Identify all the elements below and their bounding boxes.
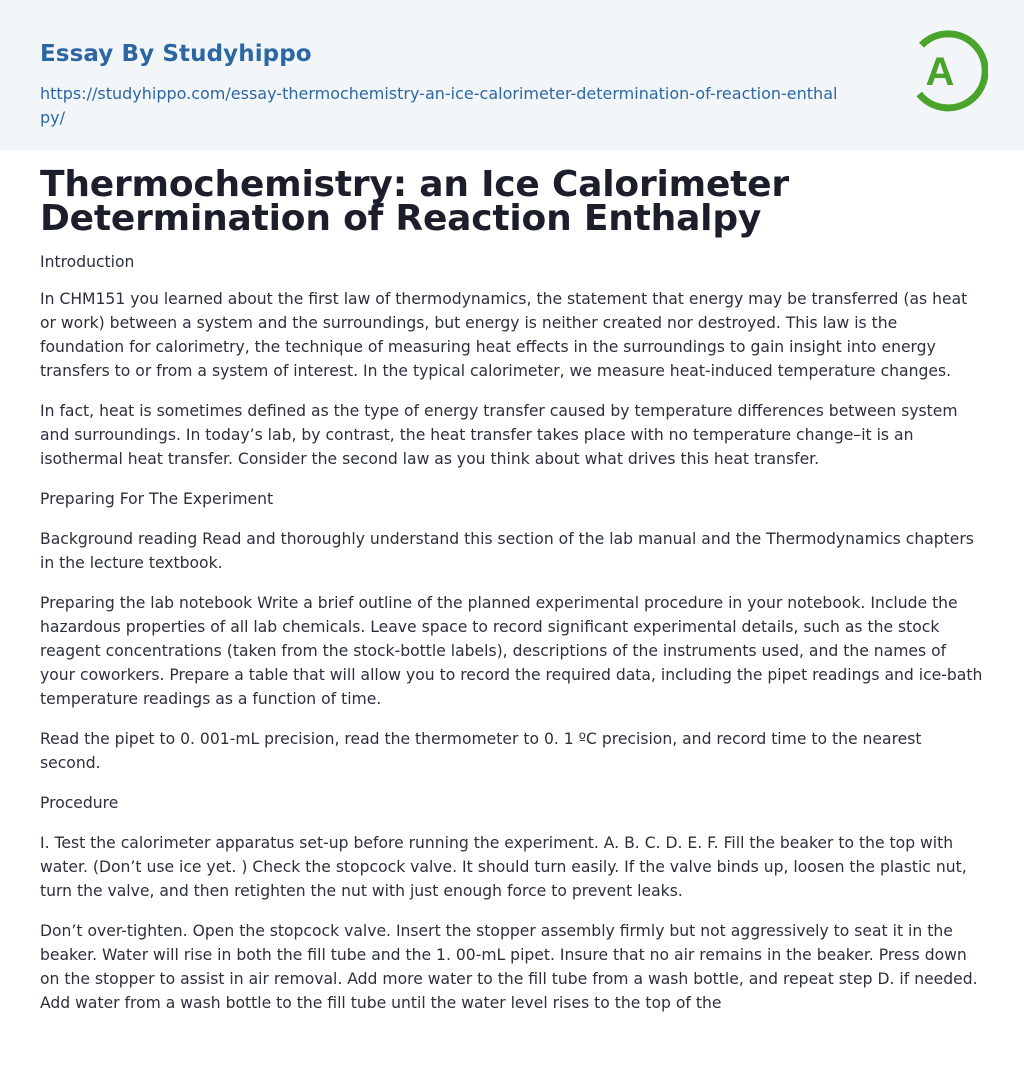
section-heading-preparing: Preparing For The Experiment: [40, 490, 274, 508]
section-heading-procedure: Procedure: [40, 794, 119, 812]
essay-url-link[interactable]: https://studyhippo.com/essay-thermochemistry-an-ice-calorimeter-determination-of-reaction-enthalpy/: [40, 84, 838, 127]
brand-title[interactable]: Essay By Studyhippo: [40, 41, 312, 67]
studyhippo-logo-icon[interactable]: [908, 27, 988, 117]
site-header: [0, 0, 1024, 150]
page-title: Thermochemistry: an Ice Calorimeter Determination of Reaction Enthalpy: [40, 164, 789, 239]
paragraph: Preparing the lab notebook Write a brief outline of the planned experimental procedure in your notebook. Include the hazardous properties of all lab chemicals. Leave space to record significant experimental details, such as the stock reagent concentrations (taken from the stock-bottle labels), descriptions of the instruments used, and the names of your coworkers. Prepare a table that will allow you to record the required data, including the pipet readings and ice-bath temperature readings as a function of time.: [40, 594, 983, 708]
article-content: [40, 164, 985, 1031]
paragraph: I. Test the calorimeter apparatus set-up before running the experiment. A. B. C. D. E. F. Fill the beaker to the top with water. (Don’t use ice yet. ) Check the stopcock valve. It should turn easily. If the valve binds up, loosen the plastic nut, turn the valve, and then retighten the nut with just enough force to prevent leaks.: [40, 834, 967, 900]
paragraph: Read the pipet to 0. 001-mL precision, read the thermometer to 0. 1 ºC precision, and record time to the nearest second.: [40, 730, 922, 772]
paragraph: In fact, heat is sometimes defined as the type of energy transfer caused by temperature differences between system and surroundings. In today’s lab, by contrast, the heat transfer takes place with no temperature change–it is an isothermal heat transfer. Consider the second law as you think about what drives this heat transfer.: [40, 402, 958, 468]
paragraph: Background reading Read and thoroughly understand this section of the lab manual and the Thermodynamics chapters in the lecture textbook.: [40, 530, 974, 572]
paragraph: Don’t over-tighten. Open the stopcock valve. Insert the stopper assembly firmly but not aggressively to seat it in the beaker. Water will rise in both the fill tube and the 1. 00-mL pipet. Insure that no air remains in the beaker. Press down on the stopper to assist in air removal. Add more water to the fill tube from a wash bottle, and repeat step D. if needed. Add water from a wash bottle to the fill tube until the water level rises to the top of the: [40, 922, 978, 1012]
section-heading-introduction: Introduction: [40, 253, 135, 271]
logo-letter: A: [925, 50, 955, 94]
paragraph: In CHM151 you learned about the first law of thermodynamics, the statement that energy may be transferred (as heat or work) between a system and the surroundings, but energy is neither created nor destroyed. This law is the foundation for calorimetry, the technique of measuring heat effects in the surroundings to gain insight into energy transfers to or from a system of interest. In the typical calorimeter, we measure heat-induced temperature changes.: [40, 290, 968, 380]
